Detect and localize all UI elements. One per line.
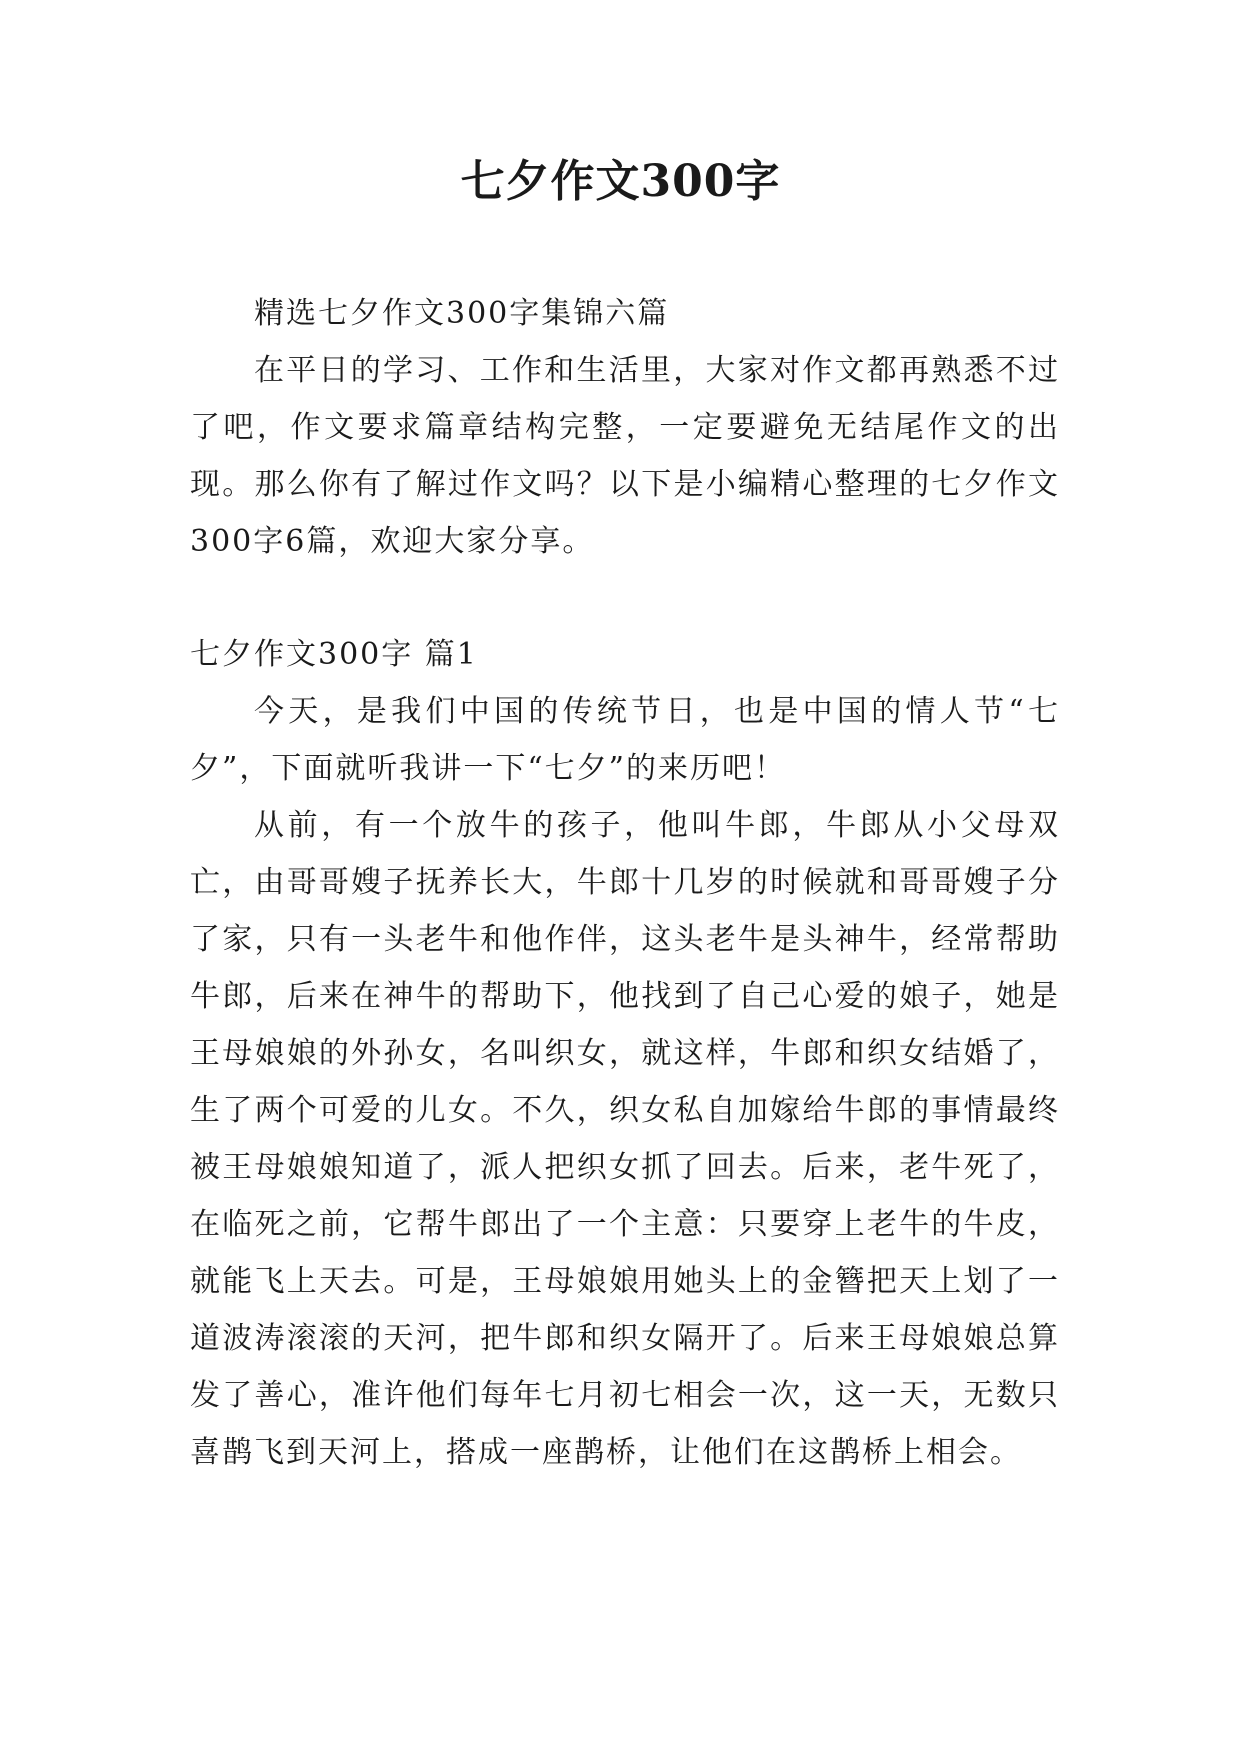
- section-heading: 七夕作文300字 篇1: [190, 637, 478, 672]
- intro-heading: 精选七夕作文300字集锦六篇: [254, 296, 670, 331]
- body-paragraph: 从前，有一个放牛的孩子，他叫牛郎，牛郎从小父母双亡，由哥哥嫂子抚养长大，牛郎十几岁的时候就和哥哥嫂子分了家，只有一头老牛和他作伴，这头老牛是头神牛，经常帮助牛郎，后来在神牛的帮助下，他找到了自己心爱的娘子，她是王母娘娘的外孙女，名叫织女，就这样，牛郎和织女结婚了，生了两个可爱的儿女。不久，织女私自加嫁给牛郎的事情最终被王母娘娘知道了，派人把织女抓了回去。后来，老牛死了，在临死之前，它帮牛郎出了一个主意：只要穿上老牛的牛皮，就能飞上天去。可是，王母娘娘用她头上的金簪把天上划了一道波涛滚滚的天河，把牛郎和织女隔开了。后来王母娘娘总算发了善心，准许他们每年七月初七相会一次，这一天，无数只喜鹊飞到天河上，搭成一座鹊桥，让他们在这鹊桥上相会。: [190, 808, 1060, 1470]
- body-paragraph: 今天，是我们中国的传统节日，也是中国的情人节“七夕”，下面就听我讲一下“七夕”的来历吧！: [190, 694, 1060, 786]
- document-title: 七夕作文300字: [460, 156, 781, 207]
- document-body: [190, 285, 1060, 1481]
- intro-paragraph: 在平日的学习、工作和生活里，大家对作文都再熟悉不过了吧，作文要求篇章结构完整，一定要避免无结尾作文的出现。那么你有了解过作文吗？以下是小编精心整理的七夕作文300字6篇，欢迎大家分享。: [190, 353, 1060, 559]
